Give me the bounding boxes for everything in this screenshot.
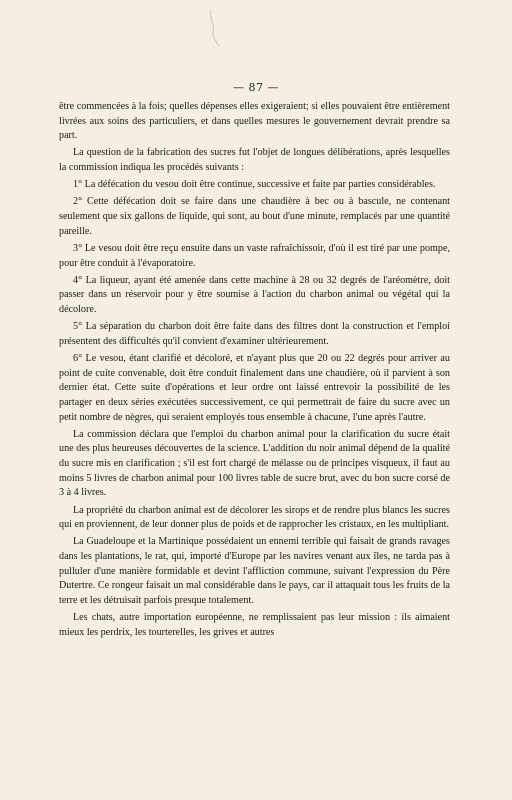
paragraph: 5° La séparation du charbon doit être faite dans des filtres dont la construction et l'emploi présentent des difficultés qu'il convient d'examiner ultérieurement.	[59, 321, 450, 347]
paragraph: 3° Le vesou doit être reçu ensuite dans un vaste rafraîchissoir, d'où il est tiré par une pompe, pour être conduit à l'évaporatoire.	[59, 242, 450, 269]
paragraph: 4° La liqueur, ayant été amenée dans cette machine à 28 ou 32 degrés de l'aréomètre, doit passer dans un réservoir pour y être soumise à l'action du charbon animal ou végétal qui la décolore.	[59, 274, 450, 316]
paragraph: 6° Le vesou, étant clarifié et décoloré, et n'ayant plus que 20 ou 22 degrés pour arriver au point de cuite convenable, doit être conduit finalement dans une chaudière, où il parvient à son dernier état. Cette suite d'opérations et leur ordre ont laissé entrevoir la possibilité de les partager en deux séries exécutées successivement, ce qui permettrait de faire du sucre avec un petit nombre de nègres, qui seraient employés tous ensemble à chacune, l'une après l'autre.	[59, 353, 450, 423]
paragraph: Les chats, autre importation européenne, ne remplissaient pas leur mission : ils aimaient mieux les perdrix, les tourterelles, les grives et autres	[59, 612, 450, 638]
body-text	[59, 100, 450, 643]
paragraph: La Guadeloupe et la Martinique possédaient un ennemi terrible qui faisait de grands ravages dans les plantations, le rat, qui, importé d'Europe par les navires venant aux îles, ne tarda pas à pulluler d'une manière formidable et devint l'affliction commune, suivant l'expression du Père Dutertre. Ce rongeur faisait un mal considérable dans le pays, car il attaquait tous les fruits de la terre et les détruisait parfois presque totalement.	[59, 536, 450, 606]
paragraph: La propriété du charbon animal est de décolorer les sirops et de rendre plus blancs les sucres qui en proviennent, de leur donner plus de poids et de rapprocher les cristaux, en les multipliant.	[59, 504, 450, 531]
paragraph: 1° La défécation du vesou doit être continue, successive et faite par parties considérables.	[73, 179, 436, 191]
page-number: — 87 —	[233, 81, 279, 94]
paragraph: être commencées à la fois; quelles dépenses elles exigeraient; si elles pouvaient être entièrement livrées aux soins des particuliers, et dans quelles mesures le gouvernement devrait prendre sa part.	[59, 101, 450, 142]
paragraph: La commission déclara que l'emploi du charbon animal pour la clarification du sucre était une des plus heureuses découvertes de la science. L'addition du noir animal dépend de la qualité du sucre mis en clarification ; s'il est fort chargé de mélasse ou de principes visqueux, il faut au moins 5 livres de charbon animal pour 100 livres table de sucre brut, avec du bon sucre corsé de 3 à 4 livres.	[59, 428, 450, 499]
ink-bleed-mark	[205, 8, 225, 48]
paragraph: La question de la fabrication des sucres fut l'objet de longues délibérations, après lesquelles la commission indiqua les procédés suivants :	[59, 147, 450, 174]
paragraph: 2° Cette défécation doit se faire dans une chaudière à bec ou à bascule, ne contenant seulement que six gallons de liquide, qui sont, au bout d'une minute, remplacés par une quantité pareille.	[59, 196, 450, 237]
